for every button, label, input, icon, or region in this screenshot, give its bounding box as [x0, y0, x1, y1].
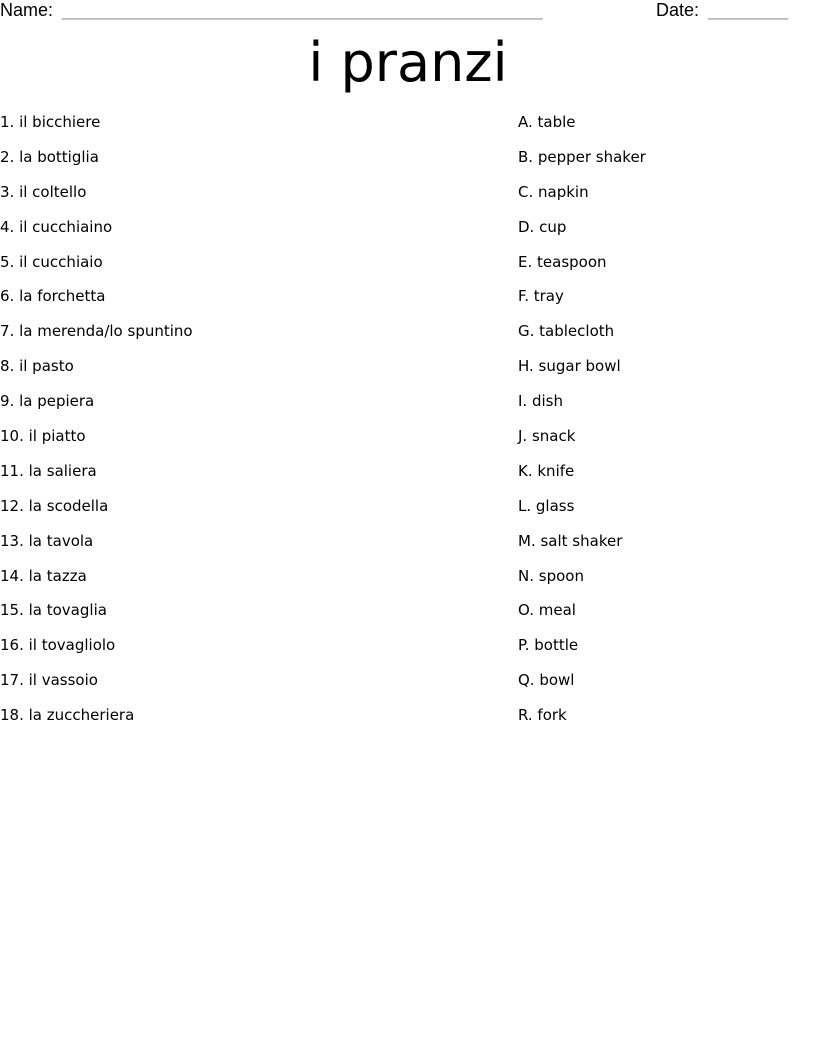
term-item: 3. il coltello [0, 182, 87, 201]
date-label: Date: [656, 0, 700, 20]
name-label: Name: [0, 0, 54, 20]
definition-item: C. napkin [518, 182, 589, 201]
term-item: 12. la scodella [0, 496, 109, 515]
term-item: 2. la bottiglia [0, 147, 99, 166]
definition-item: M. salt shaker [518, 531, 623, 550]
term-item: 1. il bicchiere [0, 113, 101, 131]
term-item: 15. la tovaglia [0, 601, 107, 620]
term-item: 9. la pepiera [0, 392, 95, 411]
term-item: 16. il tovagliolo [0, 636, 116, 655]
definition-item: B. pepper shaker [518, 147, 646, 166]
worksheet-header [0, 0, 816, 24]
term-item: 10. il piatto [0, 427, 86, 446]
term-item: 18. la zuccheriera [0, 706, 135, 725]
name-field-line[interactable]: ________________________________________________ [62, 0, 543, 20]
definition-item: H. sugar bowl [518, 357, 621, 376]
term-item: 8. il pasto [0, 357, 74, 376]
term-item: 4. il cucchiaino [0, 217, 113, 236]
page-title: i pranzi [308, 31, 508, 94]
term-item: 11. la saliera [0, 461, 97, 480]
definition-item: E. teaspoon [518, 252, 607, 271]
definition-item: D. cup [518, 217, 567, 236]
definition-item: O. meal [518, 601, 576, 620]
definition-item: F. tray [518, 287, 564, 306]
date-field-line[interactable]: ________ [708, 0, 789, 20]
italian-terms-list [0, 112, 193, 740]
term-item: 6. la forchetta [0, 287, 106, 306]
term-item: 14. la tazza [0, 566, 87, 585]
definition-item: L. glass [518, 496, 575, 515]
definition-item: J. snack [518, 427, 576, 446]
definition-item: Q. bowl [518, 671, 575, 690]
definition-item: A. table [518, 113, 576, 131]
definition-item: G. tablecloth [518, 322, 615, 341]
term-item: 13. la tavola [0, 531, 94, 550]
definition-item: R. fork [518, 706, 567, 725]
term-item: 17. il vassoio [0, 671, 98, 690]
term-item: 5. il cucchiaio [0, 252, 103, 271]
definition-item: K. knife [518, 461, 575, 480]
definition-item: P. bottle [518, 636, 579, 655]
definition-item: I. dish [518, 392, 563, 411]
term-item: 7. la merenda/lo spuntino [0, 322, 193, 341]
english-definitions-list [518, 112, 646, 740]
definition-item: N. spoon [518, 566, 584, 585]
